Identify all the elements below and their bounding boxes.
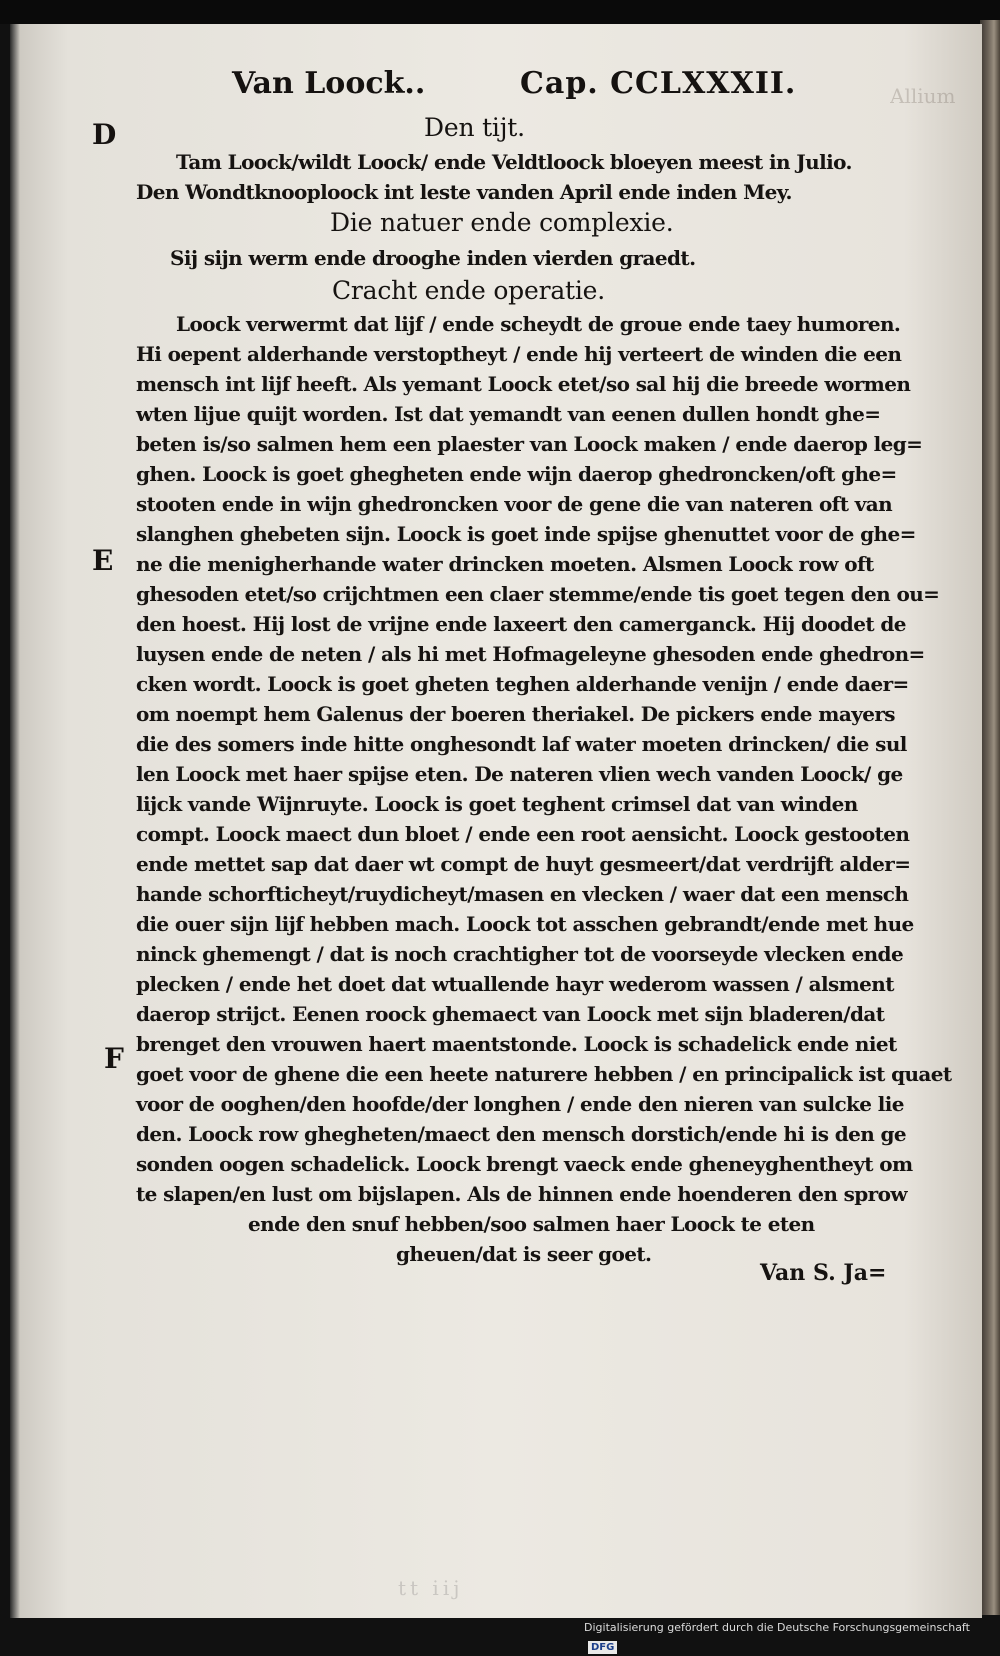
- chapter-number: Cap. CCLXXXII.: [520, 66, 797, 101]
- text-line: den. Loock row ghegheten/maect den mensch dorstich/ende hi is den ge: [136, 1122, 907, 1146]
- text-line: hande schorfticheyt/ruydicheyt/masen en vlecken / waer dat een mensch: [136, 882, 909, 906]
- text-line: sonden oogen schadelick. Loock brengt vaeck ende gheneyghentheyt om: [136, 1152, 913, 1176]
- text-line: die ouer sijn lijf hebben mach. Loock tot asschen gebrandt/ende met hue: [136, 912, 914, 936]
- text-line: Loock verwermt dat lijf / ende scheydt de groue ende taey humoren.: [176, 312, 901, 336]
- text-line: te slapen/en lust om bijslapen. Als de hinnen ende hoenderen den sprow: [136, 1182, 907, 1206]
- text-line: Tam Loock/wildt Loock/ ende Veldtloock bloeyen meest in Julio.: [176, 150, 852, 174]
- text-line: ende den snuf hebben/soo salmen haer Loock te eten: [248, 1212, 815, 1236]
- running-head-title: Van Loock..: [232, 66, 426, 101]
- text-line: compt. Loock maect dun bloet / ende een root aensicht. Loock gestooten: [136, 822, 910, 846]
- text-line: stooten ende in wijn ghedroncken voor de gene die van nateren oft van: [136, 492, 893, 516]
- text-line: die des somers inde hitte onghesondt laf water moeten drincken/ die sul: [136, 732, 907, 756]
- text-line: ende mettet sap dat daer wt compt de huyt gesmeert/dat verdrijft alder=: [136, 852, 911, 876]
- text-line: Sij sijn werm ende drooghe inden vierden graedt.: [170, 246, 696, 270]
- text-line: ninck ghemengt / dat is noch crachtigher tot de voorseyde vlecken ende: [136, 942, 904, 966]
- text-line: ghesoden etet/so crijchtmen een claer stemme/ende tis goet tegen den ou=: [136, 582, 940, 606]
- bleed-through-text: Allium: [890, 84, 956, 108]
- credit-text: Digitalisierung gefördert durch die Deutsche Forschungsgemeinschaft: [584, 1621, 970, 1634]
- text-line: den hoest. Hij lost de vrijne ende laxeert den camerganck. Hij doodet de: [136, 612, 906, 636]
- section-heading: Die natuer ende complexie.: [330, 208, 674, 237]
- text-line: luysen ende de neten / als hi met Hofmageleyne ghesoden ende ghedron=: [136, 642, 925, 666]
- text-line: brenget den vrouwen haert maentstonde. Loock is schadelick ende niet: [136, 1032, 897, 1056]
- text-line: mensch int lijf heeft. Als yemant Loock etet/so sal hij die breede wormen: [136, 372, 911, 396]
- text-line: cken wordt. Loock is goet gheten teghen alderhande venijn / ende daer=: [136, 672, 909, 696]
- dfg-logo: DFG: [588, 1641, 617, 1654]
- text-line: ghen. Loock is goet ghegheten ende wijn daerop ghedroncken/oft ghe=: [136, 462, 897, 486]
- margin-letter-f: F: [104, 1042, 124, 1075]
- text-line: plecken / ende het doet dat wtuallende hayr wederom wassen / alsment: [136, 972, 894, 996]
- text-line: Hi oepent alderhande verstoptheyt / ende hij verteert de winden die een: [136, 342, 902, 366]
- digitization-credit: [584, 1618, 1000, 1653]
- text-line: ne die menigherhande water drincken moeten. Alsmen Loock row oft: [136, 552, 874, 576]
- book-spine-edge: [980, 20, 1000, 1615]
- text-line: wten lijue quijt worden. Ist dat yemandt van eenen dullen hondt ghe=: [136, 402, 881, 426]
- text-line: lijck vande Wijnruyte. Loock is goet teghent crimsel dat van winden: [136, 792, 858, 816]
- section-heading: Den tijt.: [424, 113, 525, 142]
- text-line: gheuen/dat is seer goet.: [396, 1242, 652, 1266]
- text-line: om noempt hem Galenus der boeren theriakel. De pickers ende mayers: [136, 702, 895, 726]
- catchword: Van S. Ja=: [760, 1260, 887, 1286]
- text-line: Den Wondtknooploock int leste vanden April ende inden Mey.: [136, 180, 792, 204]
- margin-letter-d: D: [92, 118, 117, 151]
- text-line: daerop strijct. Eenen roock ghemaect van Loock met sijn bladeren/dat: [136, 1002, 885, 1026]
- margin-letter-e: E: [92, 544, 114, 577]
- section-heading: Cracht ende operatie.: [332, 276, 606, 305]
- text-line: len Loock met haer spijse eten. De nateren vlien wech vanden Loock/ ge: [136, 762, 903, 786]
- bleed-through-numeral: tt iij: [398, 1576, 464, 1600]
- text-line: slanghen ghebeten sijn. Loock is goet inde spijse ghenuttet voor de ghe=: [136, 522, 916, 546]
- text-line: beten is/so salmen hem een plaester van Loock maken / ende daerop leg=: [136, 432, 923, 456]
- text-line: goet voor de ghene die een heete naturere hebben / en principalick ist quaet: [136, 1062, 952, 1086]
- text-line: voor de ooghen/den hoofde/der longhen / ende den nieren van sulcke lie: [136, 1092, 904, 1116]
- top-black-border: [0, 0, 1000, 24]
